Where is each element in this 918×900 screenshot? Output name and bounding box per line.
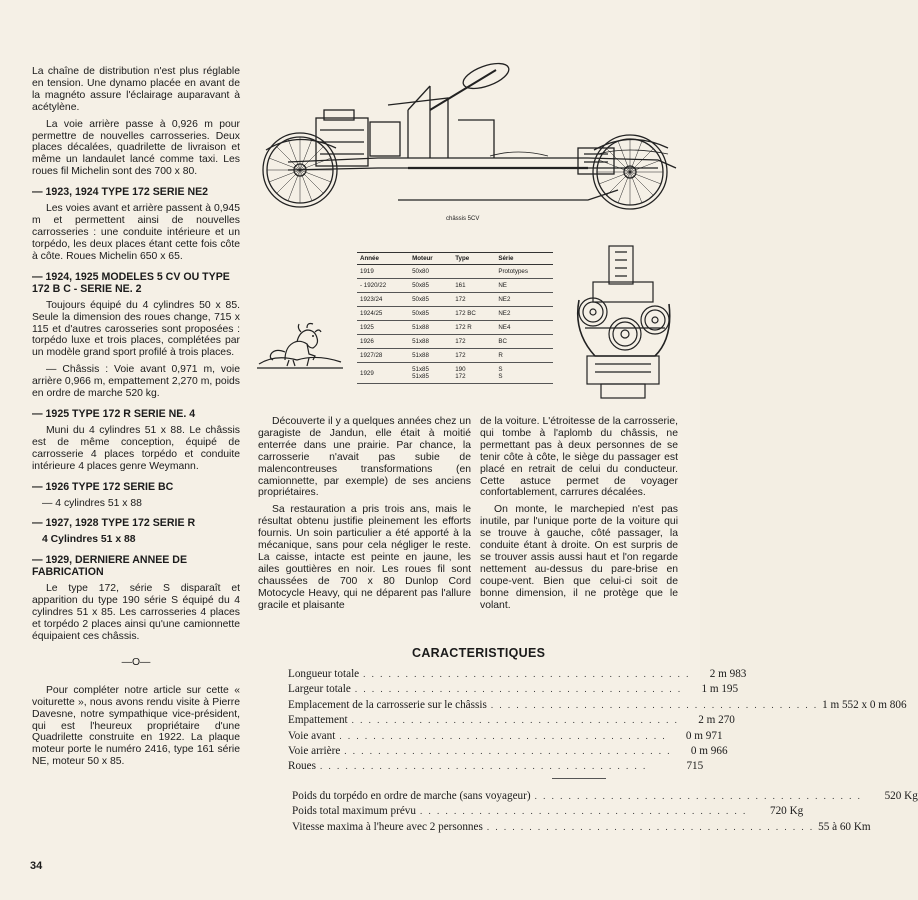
spec-value: 0 m 971	[685, 729, 723, 742]
dot-leader: . . . . . . . . . . . . . . . . . . . . . . . . . . . . . . . . . . . . . . .	[420, 806, 748, 817]
dot-leader: . . . . . . . . . . . . . . . . . . . . . . . . . . . . . . . . . . . . . . .	[319, 761, 648, 772]
table-cell: 172 R	[452, 321, 495, 335]
table-row	[357, 307, 553, 321]
table-cell: 51x88	[409, 335, 452, 349]
header-cell: Année	[357, 253, 409, 265]
spec-label: Longueur totale	[288, 668, 360, 680]
spec-value: 720 Kg	[769, 805, 804, 818]
specs-title: CARACTERISTIQUES	[412, 646, 546, 660]
table-row	[357, 265, 553, 279]
section-heading: — 1929, DERNIERE ANNEE DE FABRICATION	[32, 554, 188, 579]
table-cell: 51x88	[409, 349, 452, 363]
dot-leader: . . . . . . . . . . . . . . . . . . . . . . . . . . . . . . . . . . . . . . .	[354, 684, 683, 695]
paragraph: — 4 cylindres 51 x 88	[42, 497, 142, 509]
separator: —O—	[121, 656, 151, 668]
table-cell: BC	[495, 335, 553, 349]
paragraph: On monte, le marchepied n'est pas inutile, par l'unique porte de la voiture qui se trouve à gauche, côté passager, la conduite étant à droite. On est surpris de se trouver assis aussi haut et l'on regarde nettement au-dessus du pare-brise en coupe-vent. Bien que celui-ci soit de bonne dimension, il ne protège que le volant.	[480, 504, 678, 611]
table-header-row	[357, 253, 553, 265]
spec-row	[292, 790, 918, 805]
header-cell: Type	[452, 253, 495, 265]
dot-leader: . . . . . . . . . . . . . . . . . . . . . . . . . . . . . . . . . . . . . . .	[344, 745, 672, 756]
table-cell: 172	[452, 349, 495, 363]
table-cell: S S	[495, 363, 553, 384]
dot-leader: . . . . . . . . . . . . . . . . . . . . . . . . . . . . . . . . . . . . . . .	[363, 669, 691, 679]
table-cell: Prototypes	[495, 265, 553, 279]
paragraph: de la voiture. L'étroitesse de la carrosserie, qui tombe à l'aplomb du châssis, ne permettant pas à deux personnes de se tenir côte à côte, le siège du passager est placé en retrait de celui du conducteur. Cette astuce permet de voyager confortablement, carrures décalées.	[480, 416, 678, 499]
section-heading: — 1927, 1928 TYPE 172 SERIE R	[32, 517, 196, 530]
spec-label: Vitesse maxima à l'heure avec 2 personnes	[292, 820, 483, 833]
spec-row	[288, 744, 728, 760]
spec-row	[288, 698, 907, 714]
spec-row	[292, 805, 804, 820]
table-cell: 161	[452, 279, 495, 293]
table-cell: NE2	[495, 307, 553, 321]
paragraph: 4 Cylindres 51 x 88	[42, 534, 136, 546]
dot-leader: . . . . . . . . . . . . . . . . . . . . . . . . . . . . . . . . . . . . . . .	[351, 715, 679, 726]
lion-emblem	[255, 318, 345, 374]
spec-value: 715	[686, 760, 704, 773]
table-cell: 190 172	[452, 363, 495, 384]
table-cell: 172	[452, 293, 495, 307]
page-number: 34	[30, 860, 43, 872]
dot-leader: . . . . . . . . . . . . . . . . . . . . . . . . . . . . . . . . . . . . . . .	[490, 699, 819, 710]
table-cell: 172	[452, 335, 495, 349]
spec-value: 2 m 270	[698, 714, 735, 727]
spec-row	[288, 729, 723, 745]
table-cell: R	[495, 349, 553, 363]
left-column	[32, 66, 240, 773]
table-cell: 1925	[357, 321, 409, 335]
paragraph: Muni du 4 cylindres 51 x 88. Le châssis est de même conception, équipé de carrosserie 4 places torpédo et conduite intérieure 4 places genre Weymann.	[32, 424, 240, 472]
specs-list-weights	[292, 790, 918, 836]
table-row	[357, 279, 553, 293]
table-cell: 50x80	[409, 265, 452, 279]
table-cell: 1929	[357, 363, 409, 384]
specs-list	[288, 668, 907, 776]
table-cell: 50x85	[409, 279, 452, 293]
table-cell: 1924/25	[357, 307, 409, 321]
paragraph: Le type 172, série S disparaît et apparition du type 190 série S équipé du 4 cylindres 51 x 85. Les carrosseries 4 places et torpédo 2 places ainsi qu'une camionnette équipaient ces châssis.	[32, 583, 240, 642]
table-cell: NE	[495, 279, 553, 293]
dot-leader: . . . . . . . . . . . . . . . . . . . . . . . . . . . . . . . . . . . . . . .	[534, 791, 862, 801]
table-cell: - 1920/22	[357, 279, 409, 293]
spec-label: Poids total maximum prévu	[292, 805, 416, 818]
table-cell: 51x85 51x85	[409, 363, 452, 384]
table-cell	[452, 265, 495, 279]
header-cell: Série	[495, 253, 553, 265]
table-cell: 1927/28	[357, 349, 409, 363]
engine-drawing	[565, 242, 683, 402]
spec-value: 0 m 966	[690, 744, 728, 757]
spec-value: 520 Kg	[884, 790, 918, 802]
table-cell: 51x88	[409, 321, 452, 335]
right-column	[480, 416, 678, 617]
section-heading: — 1926 TYPE 172 SERIE BC	[32, 480, 174, 493]
paragraph: La chaîne de distribution n'est plus réglable en tension. Une dynamo placée en avant de la magnéto assure l'éclairage auparavant à acétylène.	[32, 66, 240, 113]
table-cell: 172 BC	[452, 307, 495, 321]
spec-row	[288, 683, 739, 698]
spec-row	[292, 820, 871, 836]
table-row	[357, 293, 553, 307]
spec-row	[288, 760, 704, 775]
table-cell: NE2	[495, 293, 553, 307]
spec-label: Voie arrière	[288, 744, 341, 757]
spec-row	[288, 668, 747, 683]
table-row	[357, 349, 553, 363]
dot-leader: . . . . . . . . . . . . . . . . . . . . . . . . . . . . . . . . . . . . . . .	[339, 730, 667, 741]
paragraph: Pour compléter notre article sur cette « voiturette », nous avons rendu visite à Pierre Davesne, notre sympathique vice-président, qui est l'heureux propriétaire d'une Quadrilette construite en 1922. La plaque moteur porte le numéro 2416, type 161 série NE, moteur 50 x 85.	[32, 684, 240, 768]
table-cell: 50x85	[409, 293, 452, 307]
spec-label: Largeur totale	[288, 683, 351, 696]
paragraph: Les voies avant et arrière passent à 0,945 m et permettent ainsi de nouvelles carrosseries : une conduite intérieure et un torpédo, les deux places étant cette fois côte à côte. Roues Michelin 650 x 65.	[32, 203, 240, 262]
spec-label: Voie avant	[288, 729, 336, 742]
spec-label: Empattement	[288, 714, 348, 727]
section-heading: — 1923, 1924 TYPE 172 SERIE NE2	[32, 186, 209, 199]
middle-column	[258, 416, 471, 617]
spec-label: Emplacement de la carrosserie sur le châssis	[288, 698, 487, 711]
spec-label: Poids du torpédo en ordre de marche (sans voyageur)	[292, 790, 531, 802]
section-heading: — 1925 TYPE 172 R SERIE NE. 4	[32, 407, 196, 420]
years-table	[357, 252, 553, 384]
paragraph: Toujours équipé du 4 cylindres 50 x 85. Seule la dimension des roues change, 715 x 115 et d'autres carosseries sont proposées : torpédo luxe et trois places, complétées par un modèle grand sport profilé à trois places.	[32, 299, 240, 359]
spec-row	[288, 714, 735, 729]
table-cell: 1919	[357, 265, 409, 279]
paragraph: Découverte il y a quelques années chez un garagiste de Jandun, elle était à moitié enterrée dans une prairie. Par chance, la carrosserie n'avait pas subie de malencontreuses transformations (en camionnette, par exemple) de ses anciens propriétaires.	[258, 416, 471, 499]
divider	[552, 778, 606, 779]
spec-value: 2 m 983	[709, 668, 747, 680]
header-cell: Moteur	[409, 253, 452, 265]
table-cell: 1923/24	[357, 293, 409, 307]
table-row	[357, 335, 553, 349]
table-row	[357, 321, 553, 335]
dot-leader: . . . . . . . . . . . . . . . . . . . . . . . . . . . . . . . . . . . . . . .	[486, 821, 815, 832]
table-row	[357, 363, 553, 384]
table-cell: 50x85	[409, 307, 452, 321]
paragraph: La voie arrière passe à 0,926 m pour permettre de nouvelles carrosseries. Deux places décalées, quadrilette de livraison et même un landaulet lancé comme taxi. Les roues fil Michelin sont des 700 x 80.	[32, 118, 240, 178]
spec-label: Roues	[288, 760, 316, 773]
figure-caption: châssis 5CV	[446, 216, 480, 222]
spec-value: 55 à 60 Km	[818, 820, 871, 833]
paragraph: — Châssis : Voie avant 0,971 m, voie arrière 0,966 m, empattement 2,270 m, poids en ordre de marche 520 kg.	[32, 364, 240, 400]
spec-value: 1 m 552 x 0 m 806	[822, 698, 907, 711]
table-cell: 1926	[357, 335, 409, 349]
paragraph: Sa restauration a pris trois ans, mais le résultat obtenu justifie pleinement les efforts fournis. Un soin particulier a été apporté à la mécanique, sans pour cela négliger le reste. La caisse, intacte est peinte en jaune, les ailes gouttières en noir. Les roues fil sont chaussées de 700 x 80 Dunlop Cord Motocycle Heavy, qui ne déparent pas l'allure gracile et plaisante	[258, 504, 471, 611]
spec-value: 1 m 195	[701, 683, 739, 696]
chassis-drawing	[258, 50, 688, 230]
table-cell: NE4	[495, 321, 553, 335]
section-heading: — 1924, 1925 MODELES 5 CV OU TYPE 172 B C - SERIE NE. 2	[32, 270, 230, 295]
